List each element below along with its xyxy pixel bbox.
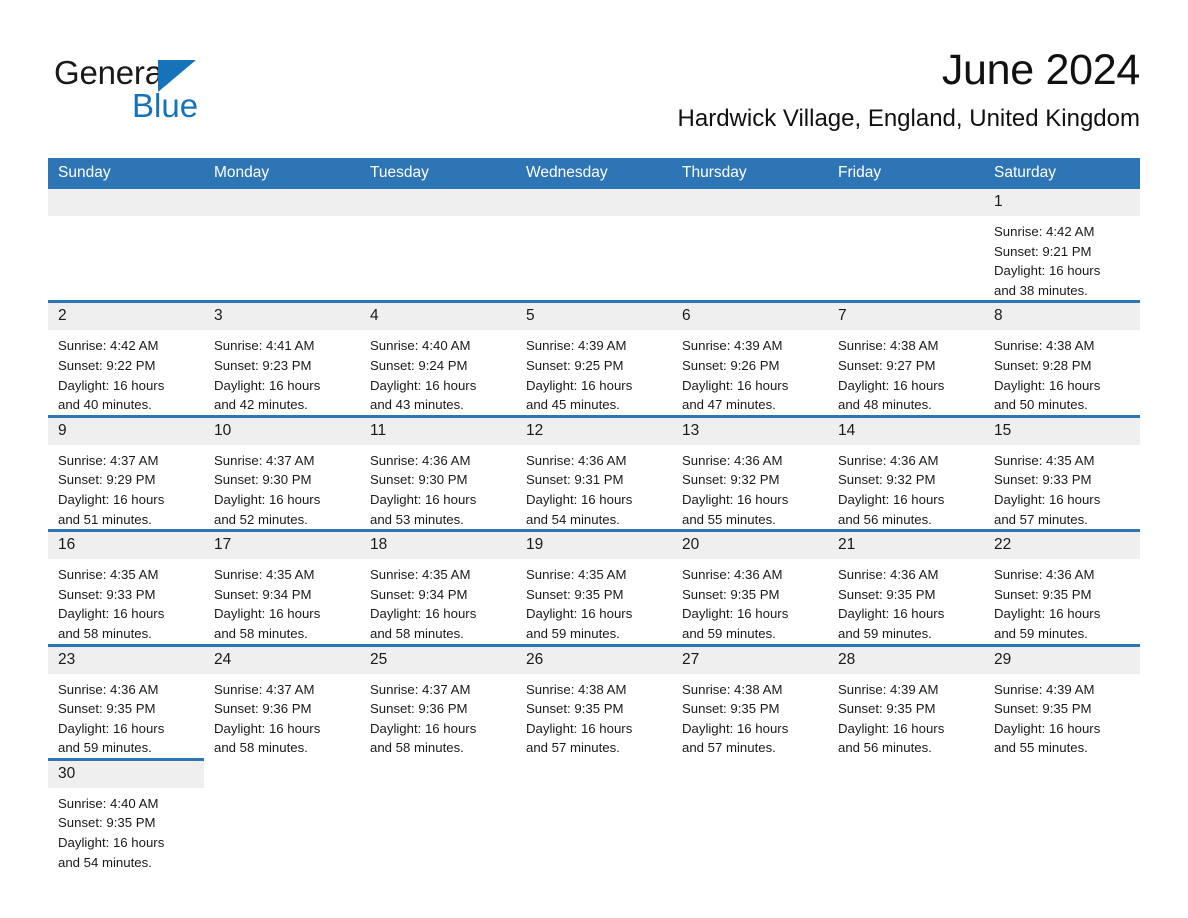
day-number: 29 [984,647,1140,674]
sunset-time: Sunset: 9:27 PM [838,357,936,373]
day-details [516,445,672,529]
day-number: 11 [360,418,516,445]
calendar-day-cell[interactable] [48,531,204,645]
calendar-empty-cell [672,759,828,872]
location-subtitle: Hardwick Village, England, United Kingdom [677,105,1140,132]
day-number: 18 [360,532,516,559]
daylight-duration: Daylight: 16 hours [58,491,165,507]
daylight-duration: Daylight: 16 hours [994,377,1101,393]
sunset-time: Sunset: 9:25 PM [526,357,624,373]
day-number: 22 [984,532,1140,559]
daylight-duration: Daylight: 16 hours [838,377,945,393]
daylight-duration: and 59 minutes. [682,625,776,641]
calendar-day-cell[interactable] [48,759,204,872]
sunset-time: Sunset: 9:24 PM [370,357,468,373]
calendar-day-cell[interactable] [204,645,360,759]
calendar-day-cell[interactable] [828,302,984,416]
day-details [48,445,204,529]
sunset-time: Sunset: 9:21 PM [994,243,1092,259]
daylight-duration: Daylight: 16 hours [994,720,1101,736]
page-header [48,44,1140,154]
calendar-empty-cell [360,759,516,872]
sunrise-sunset-calendar [48,158,1140,872]
weekday-header-row [48,158,1140,189]
sunset-time: Sunset: 9:22 PM [58,357,156,373]
sunrise-time: Sunrise: 4:37 AM [214,681,315,697]
daylight-duration: Daylight: 16 hours [838,491,945,507]
day-details [516,330,672,414]
daylight-duration: and 43 minutes. [370,397,464,413]
sunset-time: Sunset: 9:33 PM [58,586,156,602]
day-number: 28 [828,647,984,674]
day-number: 2 [48,303,204,330]
daylight-duration: Daylight: 16 hours [838,720,945,736]
daylight-duration: Daylight: 16 hours [526,606,633,622]
day-number: 16 [48,532,204,559]
calendar-day-cell[interactable] [360,302,516,416]
sunrise-time: Sunrise: 4:35 AM [58,567,159,583]
daylight-duration: and 58 minutes. [214,740,308,756]
daylight-duration: and 58 minutes. [370,740,464,756]
day-number: 10 [204,418,360,445]
day-details [672,674,828,758]
day-number: 15 [984,418,1140,445]
calendar-day-cell[interactable] [984,302,1140,416]
daylight-duration: and 47 minutes. [682,397,776,413]
sunset-time: Sunset: 9:34 PM [214,586,312,602]
calendar-week-row [48,531,1140,645]
daylight-duration: Daylight: 16 hours [526,491,633,507]
calendar-empty-cell [516,189,672,302]
daylight-duration: and 59 minutes. [838,625,932,641]
logo-text-blue: Blue [132,87,199,124]
daylight-duration: and 40 minutes. [58,397,152,413]
sunrise-time: Sunrise: 4:36 AM [838,567,939,583]
day-number: 25 [360,647,516,674]
calendar-day-cell[interactable] [984,531,1140,645]
daylight-duration: and 45 minutes. [526,397,620,413]
day-details [360,674,516,758]
calendar-day-cell[interactable] [984,645,1140,759]
day-details [204,445,360,529]
calendar-empty-cell [516,759,672,872]
day-number: 7 [828,303,984,330]
daylight-duration: and 59 minutes. [58,740,152,756]
day-number: 19 [516,532,672,559]
sunset-time: Sunset: 9:34 PM [370,586,468,602]
day-number: 24 [204,647,360,674]
sunset-time: Sunset: 9:33 PM [994,472,1092,488]
sunrise-time: Sunrise: 4:38 AM [526,681,627,697]
day-details [672,559,828,643]
daylight-duration: and 55 minutes. [682,511,776,527]
daylight-duration: and 56 minutes. [838,511,932,527]
sunrise-time: Sunrise: 4:39 AM [994,681,1095,697]
daylight-duration: and 59 minutes. [526,625,620,641]
daylight-duration: Daylight: 16 hours [682,720,789,736]
day-number [516,761,672,788]
daylight-duration: Daylight: 16 hours [370,606,477,622]
day-number [828,189,984,216]
day-details [48,330,204,414]
sunrise-time: Sunrise: 4:38 AM [838,338,939,354]
daylight-duration: Daylight: 16 hours [526,720,633,736]
day-number [360,189,516,216]
daylight-duration: Daylight: 16 hours [682,606,789,622]
sunset-time: Sunset: 9:29 PM [58,472,156,488]
calendar-day-cell[interactable] [204,416,360,530]
calendar-day-cell[interactable] [48,645,204,759]
day-number: 1 [984,189,1140,216]
day-details [48,559,204,643]
sunrise-time: Sunrise: 4:42 AM [994,224,1095,239]
weekday-header-friday: Friday [828,158,984,189]
calendar-day-cell[interactable] [48,416,204,530]
calendar-week-row [48,302,1140,416]
calendar-day-cell[interactable] [360,416,516,530]
sunrise-time: Sunrise: 4:40 AM [58,795,159,811]
sunset-time: Sunset: 9:28 PM [994,357,1092,373]
daylight-duration: Daylight: 16 hours [58,606,165,622]
sunset-time: Sunset: 9:36 PM [214,701,312,717]
sunset-time: Sunset: 9:35 PM [58,815,156,831]
daylight-duration: and 51 minutes. [58,511,152,527]
calendar-body [48,189,1140,872]
daylight-duration: Daylight: 16 hours [214,491,321,507]
sunset-time: Sunset: 9:26 PM [682,357,780,373]
sunrise-time: Sunrise: 4:36 AM [994,567,1095,583]
daylight-duration: and 48 minutes. [838,397,932,413]
day-details [516,559,672,643]
day-number: 21 [828,532,984,559]
sunset-time: Sunset: 9:35 PM [994,701,1092,717]
title-block [380,44,1140,134]
day-details [48,674,204,758]
sunrise-time: Sunrise: 4:36 AM [682,567,783,583]
day-details [516,674,672,758]
day-number: 12 [516,418,672,445]
calendar-day-cell[interactable] [828,416,984,530]
day-number: 17 [204,532,360,559]
sunset-time: Sunset: 9:35 PM [526,701,624,717]
day-details [828,445,984,529]
weekday-header-tuesday: Tuesday [360,158,516,189]
day-number [360,761,516,788]
day-number: 9 [48,418,204,445]
calendar-empty-cell [360,189,516,302]
calendar-day-cell[interactable] [828,531,984,645]
calendar-day-cell[interactable] [48,302,204,416]
calendar-day-cell[interactable] [672,531,828,645]
day-number: 6 [672,303,828,330]
sunrise-time: Sunrise: 4:36 AM [58,681,159,697]
day-number: 8 [984,303,1140,330]
calendar-day-cell[interactable] [360,645,516,759]
calendar-day-cell[interactable] [672,302,828,416]
day-details [984,330,1140,414]
day-number: 13 [672,418,828,445]
daylight-duration: and 56 minutes. [838,740,932,756]
daylight-duration: Daylight: 16 hours [682,491,789,507]
sunset-time: Sunset: 9:30 PM [370,472,468,488]
day-number [672,761,828,788]
weekday-header-monday: Monday [204,158,360,189]
daylight-duration: and 54 minutes. [58,854,152,870]
daylight-duration: and 58 minutes. [214,625,308,641]
day-number: 30 [48,761,204,788]
daylight-duration: and 42 minutes. [214,397,308,413]
day-number [204,761,360,788]
calendar-day-cell[interactable] [516,416,672,530]
day-number: 23 [48,647,204,674]
day-details [828,559,984,643]
sunset-time: Sunset: 9:35 PM [838,586,936,602]
calendar-day-cell[interactable] [984,189,1140,302]
weekday-header-saturday: Saturday [984,158,1140,189]
sunrise-time: Sunrise: 4:41 AM [214,338,315,354]
day-details [204,330,360,414]
sunrise-time: Sunrise: 4:35 AM [214,567,315,583]
day-number [48,189,204,216]
day-details [984,674,1140,758]
day-number: 27 [672,647,828,674]
daylight-duration: and 59 minutes. [994,625,1088,641]
day-details [360,330,516,414]
sunrise-time: Sunrise: 4:37 AM [214,452,315,468]
day-details [360,445,516,529]
sunset-time: Sunset: 9:36 PM [370,701,468,717]
sunrise-time: Sunrise: 4:35 AM [370,567,471,583]
calendar-empty-cell [828,759,984,872]
sunset-time: Sunset: 9:32 PM [838,472,936,488]
daylight-duration: Daylight: 16 hours [58,835,165,851]
day-details [984,216,1140,300]
calendar-week-row [48,189,1140,302]
sunrise-time: Sunrise: 4:37 AM [58,452,159,468]
day-number: 3 [204,303,360,330]
day-details [672,445,828,529]
day-number [672,189,828,216]
daylight-duration: and 52 minutes. [214,511,308,527]
calendar-empty-cell [204,189,360,302]
sunset-time: Sunset: 9:35 PM [526,586,624,602]
day-number [984,761,1140,788]
day-number: 14 [828,418,984,445]
daylight-duration: Daylight: 16 hours [370,491,477,507]
weekday-header-sunday: Sunday [48,158,204,189]
calendar-day-cell[interactable] [828,645,984,759]
daylight-duration: Daylight: 16 hours [994,491,1101,507]
day-details [828,330,984,414]
calendar-week-row [48,416,1140,530]
sunset-time: Sunset: 9:35 PM [58,701,156,717]
sunrise-time: Sunrise: 4:36 AM [526,452,627,468]
daylight-duration: Daylight: 16 hours [838,606,945,622]
daylight-duration: and 57 minutes. [682,740,776,756]
daylight-duration: Daylight: 16 hours [682,377,789,393]
daylight-duration: Daylight: 16 hours [58,377,165,393]
daylight-duration: and 58 minutes. [58,625,152,641]
day-number: 4 [360,303,516,330]
calendar-day-cell[interactable] [204,531,360,645]
generalblue-logo[interactable] [54,54,254,126]
day-details [48,788,204,872]
logo-text-general: General [54,54,171,91]
daylight-duration: and 58 minutes. [370,625,464,641]
daylight-duration: and 57 minutes. [526,740,620,756]
daylight-duration: Daylight: 16 hours [370,720,477,736]
calendar-day-cell[interactable] [516,531,672,645]
calendar-day-cell[interactable] [360,531,516,645]
calendar-day-cell[interactable] [516,645,672,759]
daylight-duration: Daylight: 16 hours [214,377,321,393]
daylight-duration: and 54 minutes. [526,511,620,527]
daylight-duration: Daylight: 16 hours [58,720,165,736]
sunrise-time: Sunrise: 4:35 AM [526,567,627,583]
daylight-duration: and 50 minutes. [994,397,1088,413]
calendar-day-cell[interactable] [984,416,1140,530]
daylight-duration: Daylight: 16 hours [994,606,1101,622]
day-details [204,674,360,758]
sunset-time: Sunset: 9:31 PM [526,472,624,488]
daylight-duration: and 55 minutes. [994,740,1088,756]
sunset-time: Sunset: 9:32 PM [682,472,780,488]
daylight-duration: Daylight: 16 hours [370,377,477,393]
calendar-empty-cell [984,759,1140,872]
sunset-time: Sunset: 9:35 PM [838,701,936,717]
calendar-day-cell[interactable] [672,645,828,759]
day-number [516,189,672,216]
day-number [204,189,360,216]
daylight-duration: Daylight: 16 hours [994,263,1101,279]
calendar-empty-cell [204,759,360,872]
calendar-day-cell[interactable] [516,302,672,416]
sunrise-time: Sunrise: 4:42 AM [58,338,159,354]
calendar-week-row [48,759,1140,872]
day-details [984,445,1140,529]
daylight-duration: and 38 minutes. [994,282,1088,298]
daylight-duration: Daylight: 16 hours [526,377,633,393]
day-number: 26 [516,647,672,674]
calendar-day-cell[interactable] [672,416,828,530]
calendar-week-row [48,645,1140,759]
sunrise-time: Sunrise: 4:38 AM [994,338,1095,354]
sunset-time: Sunset: 9:35 PM [994,586,1092,602]
sunrise-time: Sunrise: 4:40 AM [370,338,471,354]
sunset-time: Sunset: 9:30 PM [214,472,312,488]
sunset-time: Sunset: 9:23 PM [214,357,312,373]
calendar-day-cell[interactable] [204,302,360,416]
sunrise-time: Sunrise: 4:39 AM [682,338,783,354]
day-details [828,674,984,758]
daylight-duration: Daylight: 16 hours [214,720,321,736]
weekday-header-wednesday: Wednesday [516,158,672,189]
day-number: 20 [672,532,828,559]
daylight-duration: and 57 minutes. [994,511,1088,527]
sunrise-time: Sunrise: 4:36 AM [682,452,783,468]
daylight-duration: and 53 minutes. [370,511,464,527]
sunrise-time: Sunrise: 4:38 AM [682,681,783,697]
sunset-time: Sunset: 9:35 PM [682,586,780,602]
calendar-empty-cell [828,189,984,302]
day-details [204,559,360,643]
day-details [984,559,1140,643]
daylight-duration: Daylight: 16 hours [214,606,321,622]
day-details [360,559,516,643]
sunrise-time: Sunrise: 4:39 AM [526,338,627,354]
sunrise-time: Sunrise: 4:36 AM [370,452,471,468]
sunrise-time: Sunrise: 4:39 AM [838,681,939,697]
sunrise-time: Sunrise: 4:35 AM [994,452,1095,468]
day-number [828,761,984,788]
sunset-time: Sunset: 9:35 PM [682,701,780,717]
calendar-empty-cell [672,189,828,302]
calendar-empty-cell [48,189,204,302]
weekday-header-thursday: Thursday [672,158,828,189]
page-title: June 2024 [941,46,1140,94]
day-number: 5 [516,303,672,330]
day-details [672,330,828,414]
sunrise-time: Sunrise: 4:37 AM [370,681,471,697]
sunrise-time: Sunrise: 4:36 AM [838,452,939,468]
